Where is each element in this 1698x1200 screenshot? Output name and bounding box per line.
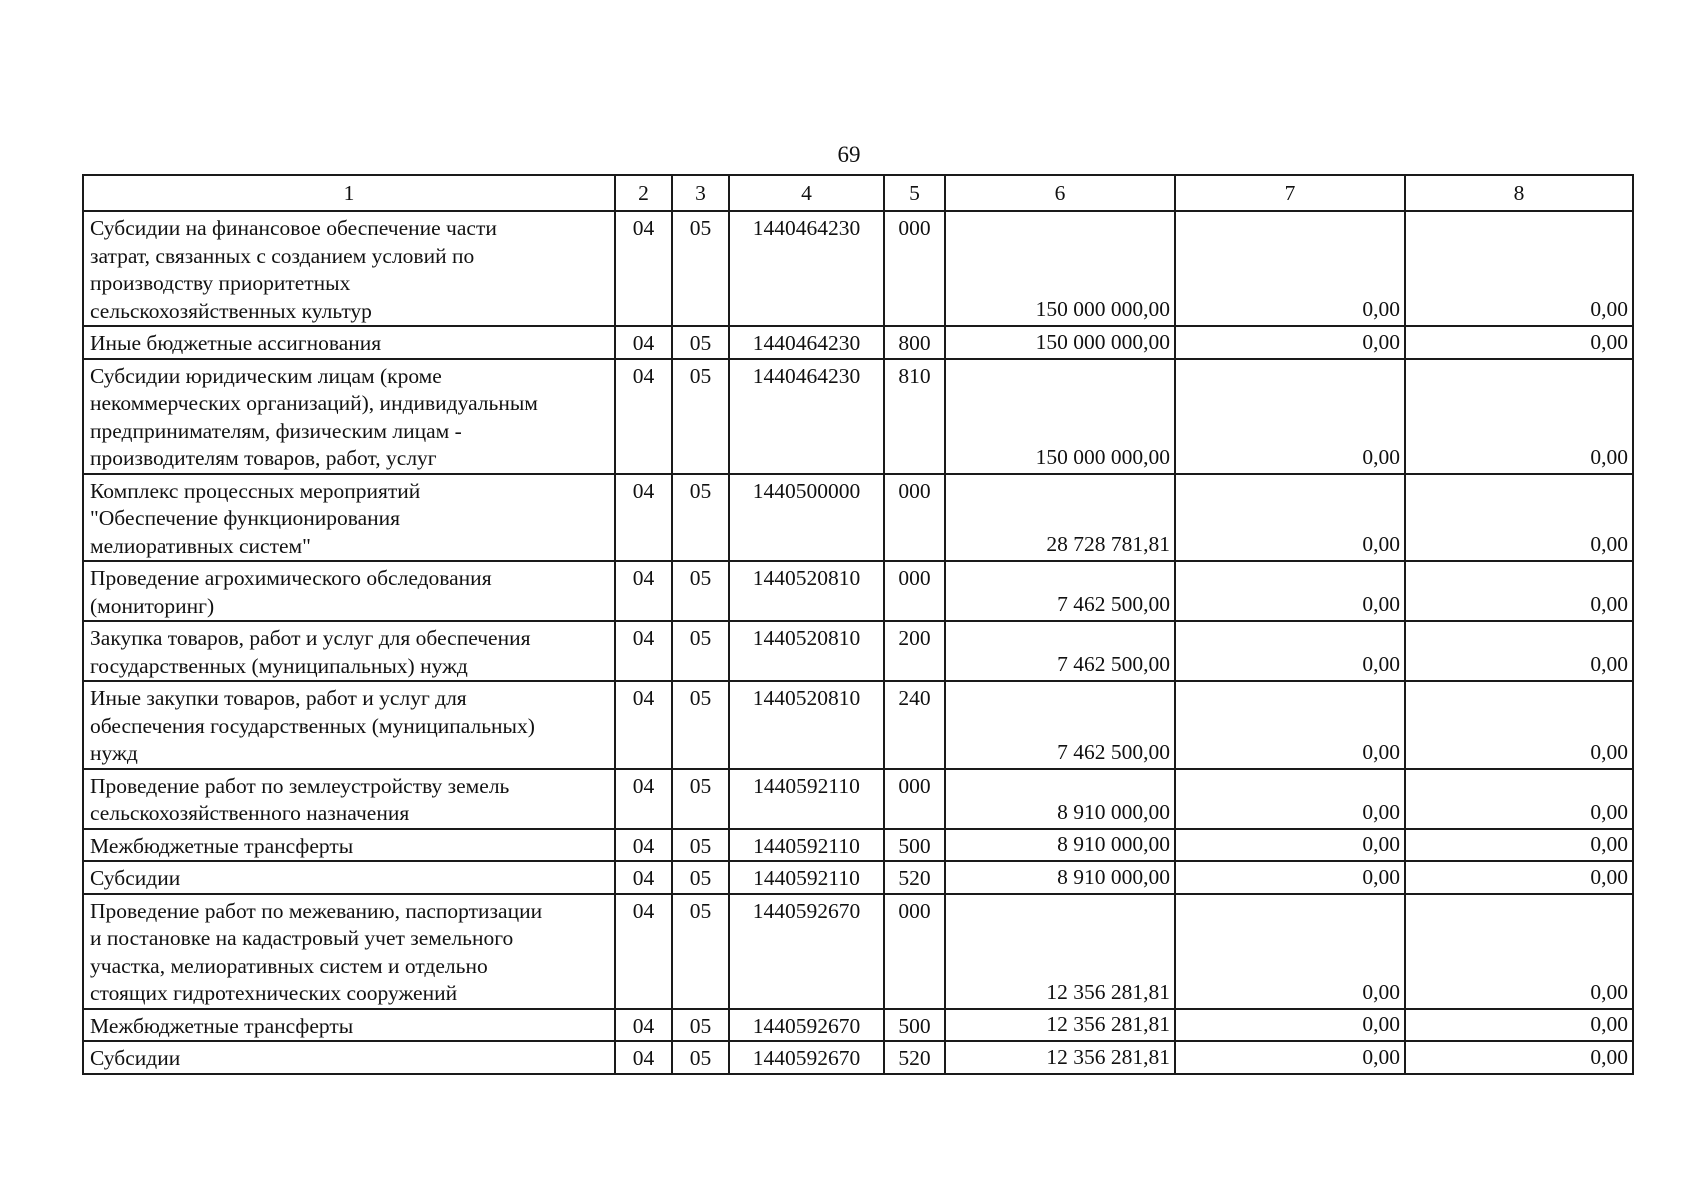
section-code-cell [615,1041,672,1074]
target-article-cell [729,474,884,562]
table-row [83,561,1633,621]
expense-type-cell [884,861,945,894]
section-code-cell [615,769,672,829]
expense-type-text: 000 [898,478,931,503]
amount-col8-cell [1405,474,1633,562]
amount-col7-text: 0,00 [1362,979,1400,1004]
expense-type-text: 240 [898,686,931,710]
section-code-text: 04 [632,1046,655,1070]
row-name-cell [83,829,615,862]
subsection-code-cell [672,561,729,621]
expense-type-text: 520 [898,1046,931,1070]
row-name-cell [83,769,615,829]
subsection-code-text: 05 [689,866,712,890]
amount-col8-text: 0,00 [1590,799,1628,824]
subsection-code-cell [672,769,729,829]
subsection-code-text: 05 [689,626,712,650]
amount-col6-text: 12 356 281,81 [1046,1012,1170,1036]
expense-type-cell [884,1041,945,1074]
subsection-code-cell [672,894,729,1009]
target-article-cell [729,621,884,681]
expense-type-cell [884,474,945,562]
amount-col8-cell [1405,681,1633,769]
expense-type-cell [884,1009,945,1042]
amount-col6-text: 150 000 000,00 [1035,297,1170,321]
amount-col6-text: 8 910 000,00 [1057,799,1170,824]
amount-col6-cell [945,769,1175,829]
row-name-text: Межбюджетные трансферты [90,1013,354,1038]
section-code-text: 04 [632,216,655,240]
row-name-cell [83,211,615,326]
row-name-cell [83,1041,615,1074]
target-article-text: 1440464230 [752,216,861,240]
section-code-text: 04 [632,686,655,710]
target-article-text: 1440520810 [752,566,861,590]
section-code-cell [615,561,672,621]
column-header: 6 [945,175,1175,211]
expense-type-cell [884,894,945,1009]
section-code-text: 04 [632,773,655,798]
amount-col7-cell [1175,326,1405,359]
amount-col7-text: 0,00 [1362,864,1400,889]
expense-type-text: 000 [898,898,931,923]
amount-col6-text: 150 000 000,00 [1035,329,1170,354]
column-header: 8 [1405,175,1633,211]
column-header: 1 [83,175,615,211]
amount-col7-text: 0,00 [1362,592,1400,616]
budget-table [82,174,1634,1075]
target-article-text: 1440592110 [753,773,860,798]
amount-col8-text: 0,00 [1590,832,1628,856]
subsection-code-text: 05 [689,773,712,798]
row-name-cell [83,359,615,474]
row-name-text: Комплекс процессных мероприятий "Обеспечение функционирования мелиоративных систем" [90,478,421,558]
amount-col8-text: 0,00 [1590,329,1628,354]
subsection-code-cell [672,326,729,359]
amount-col7-text: 0,00 [1362,652,1400,676]
amount-col7-cell [1175,359,1405,474]
subsection-code-text: 05 [689,216,712,240]
subsection-code-text: 05 [689,1046,712,1070]
target-article-cell [729,326,884,359]
amount-col8-text: 0,00 [1590,532,1628,556]
section-code-cell [615,894,672,1009]
target-article-text: 1440464230 [752,331,861,355]
target-article-text: 1440592670 [752,898,861,923]
target-article-cell [729,1041,884,1074]
amount-col7-text: 0,00 [1362,1044,1400,1069]
section-code-cell [615,621,672,681]
row-name-text: Субсидии [90,1046,181,1070]
section-code-cell [615,474,672,562]
target-article-text: 1440592110 [753,866,860,890]
row-name-text: Проведение работ по землеустройству земель сельскохозяйственного назначения [90,773,510,825]
row-name-cell [83,1009,615,1042]
table-row [83,621,1633,681]
amount-col7-text: 0,00 [1362,739,1400,764]
row-name-text: Закупка товаров, работ и услуг для обеспечения государственных (муниципальных) нужд [90,626,531,678]
column-header: 2 [615,175,672,211]
amount-col6-cell [945,894,1175,1009]
target-article-text: 1440592110 [753,833,860,858]
row-name-text: Субсидии юридическим лицам (кроме некоммерческих организаций), индивидуальным предпринимателям, физическим лицам - производителям товаров, работ, услуг [90,363,538,470]
table-row [83,861,1633,894]
expense-type-cell [884,211,945,326]
amount-col6-cell [945,681,1175,769]
page-number: 69 [837,142,861,167]
column-header: 7 [1175,175,1405,211]
amount-col6-cell [945,359,1175,474]
amount-col8-text: 0,00 [1590,1012,1628,1036]
amount-col8-cell [1405,621,1633,681]
expense-type-text: 500 [898,1013,931,1038]
amount-col8-text: 0,00 [1590,979,1628,1004]
subsection-code-cell [672,829,729,862]
amount-col8-text: 0,00 [1590,592,1628,616]
expense-type-text: 520 [898,866,931,890]
expense-type-text: 500 [898,833,931,858]
table-row [83,359,1633,474]
target-article-cell [729,829,884,862]
amount-col7-text: 0,00 [1362,1012,1400,1036]
section-code-text: 04 [632,898,655,923]
amount-col7-cell [1175,861,1405,894]
subsection-code-text: 05 [689,898,712,923]
amount-col8-cell [1405,769,1633,829]
row-name-text: Иные закупки товаров, работ и услуг для обеспечения государственных (муниципальных) нужд [90,686,535,765]
section-code-text: 04 [632,866,655,890]
section-code-text: 04 [632,566,655,590]
table-row [83,1041,1633,1074]
amount-col8-cell [1405,1041,1633,1074]
amount-col7-cell [1175,681,1405,769]
section-code-cell [615,326,672,359]
amount-col6-text: 12 356 281,81 [1046,1044,1170,1069]
amount-col8-text: 0,00 [1590,297,1628,321]
row-name-text: Субсидии на финансовое обеспечение части затрат, связанных с созданием условий по производству приоритетных сельскохозяйственных культур [90,216,497,323]
amount-col6-cell [945,861,1175,894]
expense-type-text: 000 [898,216,931,240]
expense-type-text: 000 [898,566,931,590]
target-article-cell [729,561,884,621]
section-code-cell [615,359,672,474]
table-header-row [83,175,1633,211]
target-article-text: 1440592670 [752,1013,861,1038]
amount-col7-text: 0,00 [1362,297,1400,321]
section-code-cell [615,861,672,894]
amount-col7-cell [1175,769,1405,829]
section-code-cell [615,1009,672,1042]
amount-col8-cell [1405,326,1633,359]
subsection-code-text: 05 [689,331,712,355]
subsection-code-cell [672,1009,729,1042]
section-code-text: 04 [632,1013,655,1038]
amount-col7-text: 0,00 [1362,329,1400,354]
expense-type-cell [884,359,945,474]
amount-col6-cell [945,561,1175,621]
target-article-text: 1440500000 [752,478,861,503]
row-name-cell [83,894,615,1009]
target-article-cell [729,359,884,474]
row-name-cell [83,621,615,681]
table-row [83,211,1633,326]
amount-col8-cell [1405,1009,1633,1042]
amount-col6-text: 7 462 500,00 [1057,739,1170,764]
table-row [83,894,1633,1009]
row-name-cell [83,326,615,359]
expense-type-text: 810 [898,363,931,388]
subsection-code-cell [672,1041,729,1074]
subsection-code-cell [672,211,729,326]
expense-type-cell [884,326,945,359]
table-row [83,681,1633,769]
table-row [83,829,1633,862]
target-article-cell [729,861,884,894]
amount-col8-cell [1405,561,1633,621]
subsection-code-cell [672,359,729,474]
amount-col8-cell [1405,894,1633,1009]
target-article-text: 1440592670 [752,1046,861,1070]
subsection-code-cell [672,681,729,769]
amount-col6-text: 12 356 281,81 [1046,979,1170,1004]
amount-col6-text: 8 910 000,00 [1057,864,1170,889]
expense-type-cell [884,621,945,681]
amount-col8-cell [1405,211,1633,326]
amount-col6-text: 7 462 500,00 [1057,592,1170,616]
target-article-cell [729,1009,884,1042]
amount-col6-cell [945,474,1175,562]
section-code-cell [615,211,672,326]
column-header: 3 [672,175,729,211]
amount-col7-cell [1175,621,1405,681]
amount-col7-cell [1175,1041,1405,1074]
target-article-cell [729,211,884,326]
amount-col8-text: 0,00 [1590,444,1628,469]
table-row [83,326,1633,359]
amount-col6-cell [945,621,1175,681]
expense-type-text: 200 [898,626,931,650]
section-code-cell [615,681,672,769]
row-name-text: Проведение агрохимического обследования (мониторинг) [90,566,492,618]
row-name-cell [83,561,615,621]
amount-col8-cell [1405,861,1633,894]
subsection-code-cell [672,621,729,681]
amount-col7-text: 0,00 [1362,799,1400,824]
amount-col6-text: 8 910 000,00 [1057,832,1170,856]
amount-col6-text: 150 000 000,00 [1035,444,1170,469]
expense-type-cell [884,829,945,862]
amount-col6-cell [945,211,1175,326]
amount-col7-cell [1175,1009,1405,1042]
expense-type-text: 000 [898,773,931,798]
amount-col8-text: 0,00 [1590,739,1628,764]
row-name-text: Проведение работ по межеванию, паспортизации и постановке на кадастровый учет земельного участка, мелиоративных систем и отдельно стоящих гидротехнических сооружений [90,898,543,1005]
amount-col6-text: 7 462 500,00 [1057,652,1170,676]
amount-col8-cell [1405,829,1633,862]
subsection-code-text: 05 [689,833,712,858]
subsection-code-text: 05 [689,1013,712,1038]
subsection-code-cell [672,861,729,894]
section-code-text: 04 [632,626,655,650]
subsection-code-text: 05 [689,686,712,710]
amount-col7-text: 0,00 [1362,832,1400,856]
section-code-text: 04 [632,363,655,388]
amount-col7-cell [1175,211,1405,326]
amount-col7-text: 0,00 [1362,444,1400,469]
section-code-text: 04 [632,331,655,355]
amount-col7-cell [1175,829,1405,862]
amount-col6-cell [945,829,1175,862]
table-row [83,1009,1633,1042]
section-code-cell [615,829,672,862]
amount-col7-text: 0,00 [1362,532,1400,556]
row-name-cell [83,681,615,769]
amount-col8-cell [1405,359,1633,474]
target-article-cell [729,769,884,829]
column-header: 4 [729,175,884,211]
table-row [83,769,1633,829]
expense-type-cell [884,681,945,769]
column-header: 5 [884,175,945,211]
row-name-text: Межбюджетные трансферты [90,833,354,858]
row-name-cell [83,474,615,562]
section-code-text: 04 [632,833,655,858]
expense-type-cell [884,561,945,621]
subsection-code-text: 05 [689,363,712,388]
amount-col7-cell [1175,561,1405,621]
expense-type-text: 800 [898,331,931,355]
amount-col8-text: 0,00 [1590,1044,1628,1069]
section-code-text: 04 [632,478,655,503]
target-article-cell [729,894,884,1009]
row-name-text: Иные бюджетные ассигнования [90,331,382,355]
amount-col6-cell [945,1009,1175,1042]
subsection-code-text: 05 [689,566,712,590]
row-name-text: Субсидии [90,866,181,890]
amount-col6-cell [945,1041,1175,1074]
amount-col8-text: 0,00 [1590,864,1628,889]
subsection-code-cell [672,474,729,562]
target-article-text: 1440520810 [752,686,861,710]
amount-col6-cell [945,326,1175,359]
subsection-code-text: 05 [689,478,712,503]
row-name-cell [83,861,615,894]
table-row [83,474,1633,562]
target-article-text: 1440464230 [752,363,861,388]
target-article-text: 1440520810 [752,626,861,650]
amount-col7-cell [1175,474,1405,562]
expense-type-cell [884,769,945,829]
amount-col8-text: 0,00 [1590,652,1628,676]
amount-col7-cell [1175,894,1405,1009]
amount-col6-text: 28 728 781,81 [1046,532,1170,556]
target-article-cell [729,681,884,769]
